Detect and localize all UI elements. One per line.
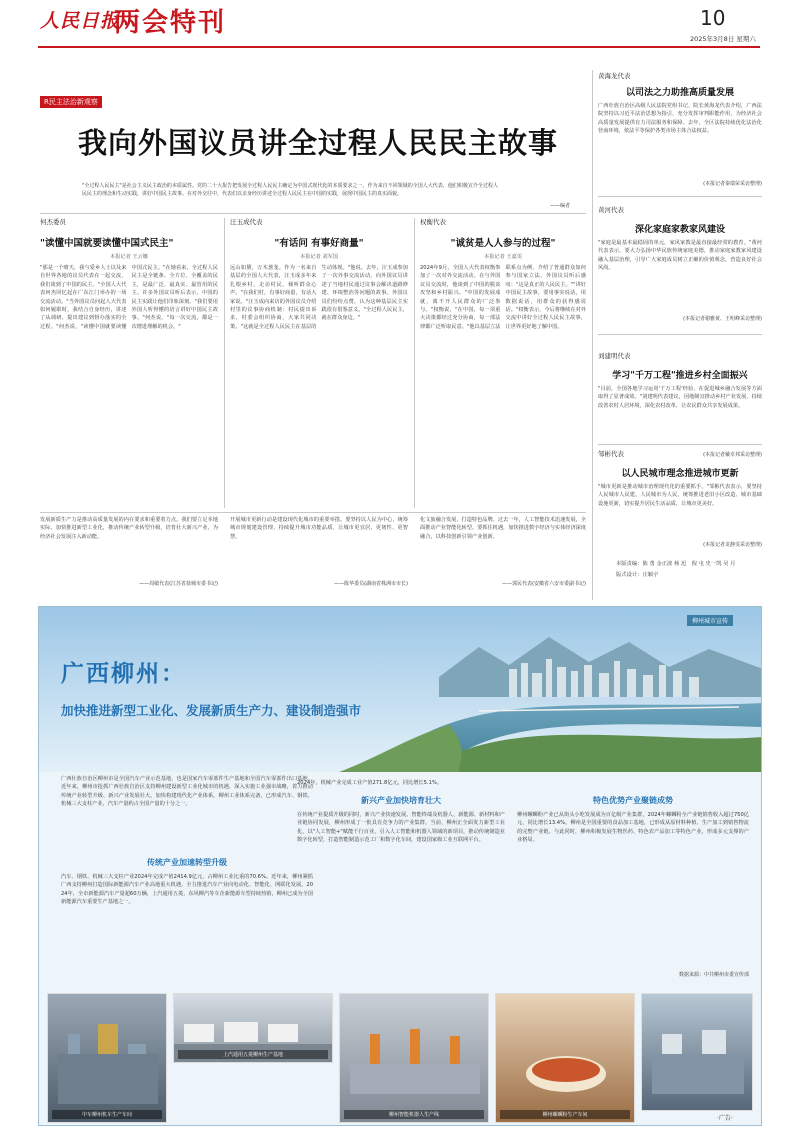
factory-illustration-1 [48, 994, 167, 1123]
food-illustration [496, 994, 635, 1123]
article-1 [40, 218, 218, 508]
note-2 [230, 516, 408, 600]
page-date: 2025年3月8日 星期六 [690, 35, 756, 43]
note-1 [40, 516, 218, 600]
right-item-3-title: 学习"千万工程"推进乡村全面振兴 [612, 371, 748, 381]
note-3-signature: ——郭民代表(安徽省六安市委副书记) [502, 581, 586, 587]
right-item-1 [598, 72, 762, 192]
ad-photo-4-caption: 柳州螺蛳粉生产车间 [500, 1110, 630, 1119]
right-item-4-author: 邹彬代表 [598, 450, 624, 458]
ad-subtitle: 加快推进新型工业化、发展新质生产力、建设制造强市 [61, 703, 362, 718]
column-tag-label: R民主法治新观察 [40, 96, 102, 108]
right-item-4 [598, 450, 762, 550]
right-item-2-author: 黄河代表 [598, 206, 624, 214]
col-divider-2 [414, 218, 415, 508]
ad-section2-heading: 新兴产业加快培育壮大 [361, 796, 441, 805]
right-divider-2 [598, 334, 762, 335]
ad-section1-heading: 传统产业加速转型升级 [147, 858, 227, 867]
right-item-4-body: "城市更新是推动城市治理现代化的重要抓手。"邹彬代表表示，要坚持人民城市人民建、人民城市为人民，统筹推进老旧小区改造、城市基础设施更新，切实提升居民生活品质，让城市更美好。 [598, 484, 762, 507]
editors-text: 本版责编：陈 勇 金正波 杨 迅 倪 屯 史一凯 吴 月 [616, 561, 736, 567]
right-item-3-body: "目前，全国各地学习运用'千万工程'经验，在促进城乡融合发展等方面取得了显著成效。"刘建明代表建议，因地制宜推动乡村产业发展，持续改善农村人居环境，深化农村改革，让农民群众共享发展成果。 [598, 386, 762, 409]
feature-divider [40, 213, 586, 214]
note-2-text: 开展城市更新行动是建设现代化城市的重要举措。要坚持以人民为中心，统筹城市规划建设管理，持续提升城市功能品质，让城市更宜居、更韧性、更智慧。 [230, 517, 408, 540]
right-item-1-body: 广西壮族自治区高级人民法院党组书记、院长黄海龙代表介绍，广西法院坚持以习近平法治思想为指引，充分发挥审判职能作用，为经济社会高质量发展提供有力司法服务和保障。去年，全区法院持续优化法治化营商环境，依法平等保护各类市场主体合法权益。 [598, 103, 762, 135]
right-item-3 [598, 352, 762, 462]
ad-corner-tag: 柳州城市宣传 [687, 615, 733, 626]
ad-section3 [517, 795, 749, 985]
article-1-byline: 本报记者 王云娜 [110, 254, 148, 260]
feature-intro: "全过程人民民主"是社会主义民主政治的本质属性。党的二十大报告把发展全过程人民民主确定为中国式现代化的本质要求之一。作为来自不同领域的全国人大代表，他们积极宣介全过程人民民主的理念和生动实践，讲好中国民主故事。在对外交往中，代表们以亲身经历讲述全过程人民民主在中国的实践，展现中国民主的真实面貌。 [82, 183, 498, 197]
right-item-3-author: 刘建明代表 [598, 352, 631, 360]
ad-hero-image [39, 607, 762, 772]
article-2-title: "有话问 有事好商量" [274, 238, 364, 249]
ad-section3-credit: 数据来源：中共柳州市委宣传部 [678, 972, 749, 978]
right-item-3-byline: (本报记者戴卓邦采访整理) [703, 452, 762, 458]
article-3-byline: 本报记者 王嘉雯 [484, 254, 522, 260]
article-2 [230, 218, 408, 508]
article-2-body: 远山如黛，万木葱茏。作为一名来自基层的全国人大代表，汪玉成多年来扎根乡村，走访村民，倾听群众心声。"在我们村，有事好商量，有话大家说。"汪玉成向来访的外国议员介绍村里的议事协商机制：村民提出诉求，村委会组织协商，大家共同决策。"这就是全过程人民民主在基层的生动体现。"他说。去年，汪玉成参加了一次外事交流活动，向外国议员讲述了当地村民通过议事会解决道路修建、环境整治等问题的故事。外国议员们纷纷点赞，认为这种基层民主实践很有借鉴意义。"全过程人民民主，就在群众身边。" [230, 265, 408, 330]
right-item-1-byline: (本报记者秦瑞荣采访整理) [703, 181, 762, 187]
feature-editor: ——编者 [550, 203, 571, 209]
feature-title: 我向外国议员讲全过程人民民主故事 [78, 126, 559, 160]
masthead [0, 0, 800, 46]
ad-photo-4 [495, 993, 635, 1123]
right-divider-3 [598, 444, 762, 445]
right-col-divider [592, 70, 593, 600]
ad-photo-3-caption: 柳州智能机器人生产线 [344, 1110, 484, 1119]
factory-illustration-3 [340, 994, 489, 1123]
note-3-text: 化文旅融合发展，打造特色品牌。过去一年，人工智能技术迅速发展，全面推动产业智能化转型。要抓住机遇，加快推进数字经济与实体经济深度融合，以科技创新引领产业创新。 [420, 517, 586, 540]
right-item-1-author: 黄海龙代表 [598, 72, 631, 80]
article-3-author-tag: 权衡代表 [420, 218, 446, 226]
right-item-2 [598, 206, 762, 326]
article-1-author-tag: 何杰委员 [40, 218, 66, 226]
ad-photo-3 [339, 993, 489, 1123]
right-item-2-body: "家庭是最基本最稳固的单元，家风家教是最直接最经常的教育。"黄河代表表示，要大力弘扬中华民族传统家庭美德，推动家庭家教家风建设融入基层治理，引导广大家庭成员树立正确的价值观念，营造良好社会风尚。 [598, 240, 762, 272]
column-tag [40, 89, 102, 108]
workshop-illustration [642, 994, 753, 1111]
right-item-4-title: 以人民城市理念推进城市更新 [621, 469, 739, 479]
article-3 [420, 218, 586, 508]
right-divider-1 [598, 196, 762, 197]
article-3-title: "诚贫是人人参与的过程" [450, 238, 556, 249]
ad-photo-5 [641, 993, 753, 1111]
note-1-signature: ——周敏代表(江苏省盐城市委书记) [139, 581, 218, 587]
ad-footer-mark: ·广告· [717, 1115, 733, 1122]
masthead-special: 两会特刊 [114, 8, 227, 38]
ad-section1-body: 汽车、钢铁、机械三大支柱产业2024年完成产值2414.9亿元，占柳州工业比重的70.6%。近年来，柳州紧抓广西支持柳州打造国际新能源汽车产业高地重大机遇，全力推进汽车产业向电动化、智能化、网联化发展。2024年，全市新能源汽车产量超60万辆，上汽通用五菱、东风柳汽等车企新能源车型持续热销，柳州已成为全国新能源汽车重要生产基地之一。 [61, 874, 313, 906]
article-3-body: 2024年9月，全国人大代表权衡参加了一次对外交流活动。在与外国议员交流时，他谈到了中国的脱贫攻坚和乡村振兴。"中国的发展成就，离不开人民群众的广泛参与。"权衡说，"在中国，每一项重大决策都经过充分协商，每一部法律都广泛听取民意。"他以基层立法联系点为例，介绍了普通群众如何参与国家立法。外国议员听后感叹："这是真正的人民民主。""讲好中国民主故事，要用事实说话，用数据说话，用群众的获得感说话。"权衡表示，今后将继续在对外交流中讲好全过程人民民主故事，让世界更好地了解中国。 [420, 265, 586, 330]
ad-photo-2 [173, 993, 333, 1063]
right-item-2-byline: (本报记者谢雅黄、王明峰采访整理) [683, 316, 762, 322]
ad-section2-body: 在传统产业提质升级的同时，新兴产业快速发展。智能终端及机器人、新能源、新材料和产业链协同发展，柳州形成了一批具有竞争力的产业集群。当前，柳州正全面发力新型工业化，以"人工智能+"赋能千行百业，引入人工智能和机器人领域的新项目，推动传统制造业数字化转型，打造智能制造示范工厂和数字化车间，建设国家级工业互联网平台。 [297, 812, 505, 844]
ad-section3-heading: 特色优势产业聚链成势 [593, 796, 673, 805]
ad-photo-1-caption: 中车柳州机车生产车间 [52, 1110, 162, 1119]
notes-divider [40, 512, 586, 513]
article-2-author-tag: 汪玉成代表 [230, 218, 263, 226]
ad-section1 [61, 857, 313, 985]
editors-box [616, 560, 766, 596]
ad-photo-2-caption: 上汽通用五菱柳州生产基地 [178, 1050, 328, 1059]
right-item-1-title: 以司法之力助推高质量发展 [625, 88, 734, 98]
ad-section2-lead: 2024年，机械产业完成工业产值271.8亿元，同比增长5.1%。 [297, 780, 442, 786]
note-2-signature: ——陈华委员(湖南省株洲市市长) [334, 581, 408, 587]
ad-section2 [297, 779, 505, 985]
masthead-rule [38, 46, 760, 48]
page-number: 10 [700, 6, 726, 30]
right-item-4-byline: (本报记者龙静雯采访整理) [703, 542, 762, 548]
note-1-text: 发展新质生产力是推动高质量发展的内在要求和重要着力点。我们要立足本地实际，加快推进新型工业化，推动传统产业转型升级，培育壮大新兴产业，为经济社会发展注入新动能。 [40, 517, 218, 540]
ad-section [38, 606, 762, 1126]
article-1-body: "那是一个晴天，我与爱乡人士以及来自世界各地的议员代表在一起交流，我们谈到了中国的民主。"全国人大代表何杰回忆起在广东江门举办的一场交流活动。"当外国议员问起人大代表如何履职时，我结合自身经历，讲述了从调研、提出建议到督办落实的全过程。"何杰说，"读懂中国就要读懂中国式民主。"在她看来，全过程人民民主是全链条、全方位、全覆盖的民主，是最广泛、最真实、最管用的民主。许多外国议员听后表示，中国的民主实践让他们印象深刻。"我们要用外国人听得懂的语言讲好中国民主故事。"何杰说，"每一次交流，都是一次增进理解的机会。" [40, 265, 218, 330]
ad-photo-1 [47, 993, 167, 1123]
masthead-brand: 人民日报 [40, 10, 121, 32]
ad-section3-body: 柳州螺蛳粉产业已从街头小吃发展成为百亿级产业集群，2024年螺蛳粉全产业链销售收入超过750亿元，同比增长13.4%。柳州是全国重要的食品加工基地，已形成从原材料种植、生产加工到销售物流的完整产业链。与此同时，柳州积极发展生物医药、特色农产品加工等特色产业，形成多元支撑的产业格局。 [517, 812, 749, 844]
editors-design: 版式设计：庄颖宇 [616, 572, 659, 578]
article-1-title: "读懂中国就要读懂中国式民主" [40, 238, 174, 249]
ad-title: 广西柳州： [61, 661, 186, 687]
note-3 [420, 516, 586, 600]
article-2-byline: 本报记者 刘军国 [300, 254, 338, 260]
right-item-2-title: 深化家庭家教家风建设 [634, 225, 725, 235]
ad-intro: 广西壮族自治区柳州市是全国汽车产业示范基地，也是国家汽车零部件生产基地和全国汽车零部件出口基地。近年来，柳州市抢抓广西壮族自治区支持柳州建设新型工业化城市的机遇，深入实施工业强市战略，着力推动传统产业转型升级、新兴产业发展壮大，加快构建现代化产业体系。柳州工业体系完备，已形成汽车、钢铁、机械三大支柱产业，汽车产量约占全国产量的十分之一。 [61, 776, 313, 808]
col-divider-1 [224, 218, 225, 508]
